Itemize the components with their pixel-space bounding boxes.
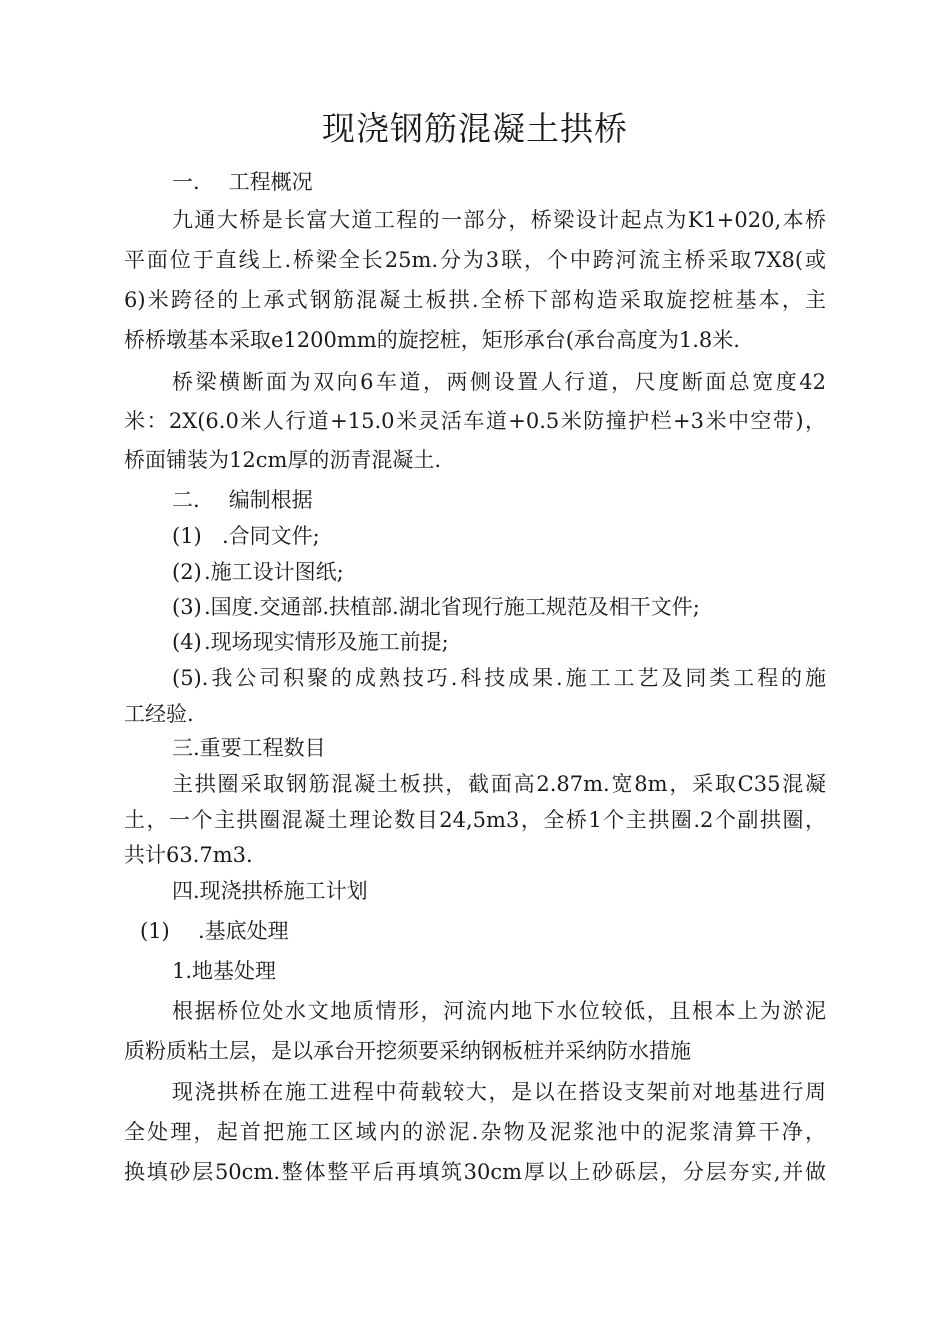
section-heading-basis — [172, 485, 313, 515]
section-heading-overview — [172, 167, 313, 197]
paragraph-line: 6)米跨径的上承式钢筋混凝土板拱.全桥下部构造采取旋挖桩基本，主 — [124, 288, 826, 312]
list-item-text: .国度.交通部.扶植部.湖北省现行施工规范及相干文件; — [204, 595, 700, 619]
list-item — [172, 592, 700, 622]
paragraph-line: 平面位于直线上.桥梁全长25m.分为3联，个中跨河流主桥采取7X8(或 — [124, 248, 826, 272]
subsection-number: (1) — [140, 919, 170, 943]
list-item-text: .施工设计图纸; — [204, 560, 344, 584]
subsection-item-heading: 1.地基处理 — [172, 959, 277, 983]
list-item-text: .现场现实情形及施工前提; — [204, 630, 449, 654]
list-item — [172, 557, 344, 587]
paragraph-line: 根据桥位处水文地质情形，河流内地下水位较低，且根本上为淤泥 — [172, 999, 826, 1023]
paragraph-line: 桥梁横断面为双向6车道，两侧设置人行道，尺度断面总宽度42 — [172, 370, 826, 394]
list-item — [172, 627, 449, 657]
list-item — [172, 521, 320, 551]
paragraph-line: 主拱圈采取钢筋混凝土板拱，截面高2.87m.宽8m，采取C35混凝 — [172, 772, 826, 796]
list-item-line: (5).我公司积聚的成熟技巧.科技成果.施工工艺及同类工程的施 — [172, 666, 826, 690]
section-title: 工程概况 — [228, 170, 313, 194]
paragraph-line: 桥面铺装为12cm厚的沥青混凝土. — [124, 448, 442, 472]
list-item-text: .合同文件; — [222, 524, 320, 548]
subsection-title: .基底处理 — [198, 919, 289, 943]
paragraph-line: 九通大桥是长富大道工程的一部分，桥梁设计起点为K1+020,本桥 — [172, 208, 826, 232]
document-title: 现浇钢筋混凝土拱桥 — [322, 109, 628, 148]
section-heading-quantities: 三.重要工程数目 — [172, 736, 326, 760]
paragraph-line: 共计63.7m3. — [124, 843, 253, 867]
list-item-number: (2) — [172, 560, 202, 584]
list-item-line: 工经验. — [124, 702, 194, 726]
paragraph-line: 米：2X(6.0米人行道+15.0米灵活车道+0.5米防撞护栏+3米中空带)， — [124, 409, 826, 433]
paragraph-line: 换填砂层50cm.整体整平后再填筑30cm厚以上砂砾层，分层夯实,并做 — [124, 1160, 826, 1184]
section-number: 二. — [172, 488, 200, 512]
paragraph-line: 全处理，起首把施工区域内的淤泥.杂物及泥浆池中的泥浆清算干净， — [124, 1120, 826, 1144]
section-heading-plan: 四.现浇拱桥施工计划 — [172, 879, 368, 903]
list-item-number: (3) — [172, 595, 202, 619]
list-item-number: (1) — [172, 524, 202, 548]
paragraph-line: 质粉质粘土层，是以承台开挖须要采纳钢板桩并采纳防水措施 — [124, 1039, 691, 1063]
paragraph-line: 桥桥墩基本采取e1200mm的旋挖桩，矩形承台(承台高度为1.8米. — [124, 328, 740, 352]
section-number: 一. — [172, 170, 200, 194]
list-item-number: (4) — [172, 630, 202, 654]
paragraph-line: 土，一个主拱圈混凝土理论数目24,5m3，全桥1个主拱圈.2个副拱圈， — [124, 808, 826, 832]
subsection-heading — [140, 916, 289, 946]
section-title: 编制根据 — [228, 488, 313, 512]
paragraph-line: 现浇拱桥在施工进程中荷载较大，是以在搭设支架前对地基进行周 — [172, 1080, 826, 1104]
